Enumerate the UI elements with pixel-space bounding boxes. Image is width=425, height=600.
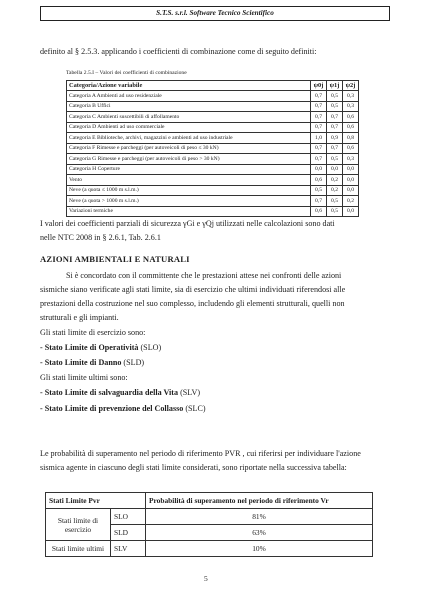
table-row <box>46 509 373 525</box>
coef-value-cell: 0,3 <box>343 91 359 102</box>
coef-value-cell: 0,7 <box>311 196 327 207</box>
coef-category-cell: Categoria H Coperture <box>67 164 311 175</box>
limit-header-states: Stati Limite Pvr <box>46 493 146 509</box>
state-slo-name: - Stato Limite di Operatività <box>40 343 139 352</box>
state-sld-name: - Stato Limite di Danno <box>40 358 122 367</box>
coef-value-cell: 0,7 <box>311 122 327 133</box>
coef-value-cell: 0,3 <box>343 101 359 112</box>
coef-category-cell: Vento <box>67 175 311 186</box>
coef-value-cell: 0,7 <box>311 91 327 102</box>
section-para-line-2: sismiche siano verificate agli stati limite, sia di esercizio che ultimi individuati riferendosi alle <box>40 285 346 294</box>
state-sld <box>40 357 144 368</box>
coef-category-cell: Categoria G Rimesse e parcheggi (per autoveicoli di peso > 30 kN) <box>67 154 311 165</box>
partial-coefficients-line-2: nelle NTC 2008 in § 2.6.1, Tab. 2.6.1 <box>40 233 161 242</box>
page-header: S.T.S. s.r.l. Software Tecnico Scientifico <box>40 6 390 21</box>
coefficients-table <box>66 80 359 217</box>
limit-group-ultimi: Stati limite ultimi <box>46 541 111 557</box>
coef-header-category: Categoria/Azione variabile <box>67 81 311 91</box>
coef-value-cell: 0,5 <box>327 91 343 102</box>
coef-value-cell: 0,9 <box>327 133 343 144</box>
coef-category-cell: Neve (a quota ≤ 1000 m s.l.m.) <box>67 185 311 196</box>
limit-value-slv: 10% <box>146 541 373 557</box>
limit-states-table <box>45 492 373 557</box>
coef-category-cell: Categoria E Biblioteche, archivi, magazzini e ambienti ad uso industriale <box>67 133 311 144</box>
table-row <box>67 143 359 154</box>
partial-coefficients-line-1: I valori dei coefficienti parziali di sicurezza γGi e γQj utilizzati nelle calcolazioni sono dati <box>40 219 335 228</box>
coef-value-cell: 0,7 <box>327 143 343 154</box>
table-row <box>67 185 359 196</box>
table-row <box>67 101 359 112</box>
coef-value-cell: 0,6 <box>311 175 327 186</box>
coef-category-cell: Categoria F Rimesse e parcheggi (per autoveicoli di peso ≤ 30 kN) <box>67 143 311 154</box>
coef-value-cell: 0,7 <box>327 122 343 133</box>
coef-value-cell: 1,0 <box>311 133 327 144</box>
limit-table-header-row <box>46 493 373 509</box>
coef-value-cell: 0,2 <box>327 175 343 186</box>
ultimi-label: Gli stati limite ultimi sono: <box>40 373 128 382</box>
table-row <box>67 154 359 165</box>
section-para-line-3: prestazioni della costruzione nel suo complesso, includendo gli elementi strutturali, quelli non <box>40 299 345 308</box>
probability-text-line-1: Le probabilità di superamento nel periodo di riferimento PVR , cui riferirsi per individuare l'azione <box>40 449 361 458</box>
coef-value-cell: 0,7 <box>311 154 327 165</box>
table-row <box>67 133 359 144</box>
coef-table-caption: Tabella 2.5.I – Valori dei coefficienti di combinazione <box>66 70 187 76</box>
coef-value-cell: 0,6 <box>343 143 359 154</box>
limit-code-slv: SLV <box>111 541 146 557</box>
coef-value-cell: 0,0 <box>327 164 343 175</box>
state-slv-name: - Stato Limite di salvaguardia della Vita <box>40 388 179 397</box>
esercizio-label: Gli stati limite di esercizio sono: <box>40 328 146 337</box>
coef-value-cell: 0,2 <box>343 196 359 207</box>
state-slv <box>40 387 200 398</box>
limit-group-esercizio <box>46 509 111 541</box>
limit-group-esercizio-line-1: Stati limite di <box>57 515 99 525</box>
table-row <box>67 91 359 102</box>
state-slv-abbr: (SLV) <box>178 388 201 397</box>
coef-header-psi0: ψ0j <box>311 81 327 91</box>
state-sld-abbr: (SLD) <box>121 358 145 367</box>
coef-value-cell: 0,5 <box>327 154 343 165</box>
coef-value-cell: 0,6 <box>343 122 359 133</box>
coef-value-cell: 0,6 <box>311 206 327 217</box>
section-para-line-4: strutturali e gli impianti. <box>40 313 119 322</box>
coef-value-cell: 0,7 <box>311 143 327 154</box>
intro-text: definito al § 2.5.3. applicando i coefficienti di combinazione come di seguito definiti: <box>40 47 317 56</box>
table-row <box>67 206 359 217</box>
coef-value-cell: 0,8 <box>343 133 359 144</box>
state-slc-name: - Stato Limite di prevenzione del Collasso <box>40 404 184 413</box>
limit-header-probability: Probabilità di superamento nel periodo di riferimento Vr <box>146 493 373 509</box>
coef-value-cell: 0,0 <box>343 164 359 175</box>
coef-value-cell: 0,5 <box>327 206 343 217</box>
coef-category-cell: Neve (a quota > 1000 m s.l.m.) <box>67 196 311 207</box>
state-slc-abbr: (SLC) <box>183 404 206 413</box>
state-slo <box>40 342 161 353</box>
table-row <box>67 122 359 133</box>
limit-code-slo: SLO <box>111 509 146 525</box>
coef-value-cell: 0,0 <box>343 175 359 186</box>
table-row <box>46 541 373 557</box>
state-slo-abbr: (SLO) <box>138 343 162 352</box>
coef-table-body <box>67 91 359 217</box>
coef-value-cell: 0,6 <box>343 112 359 123</box>
coef-value-cell: 0,5 <box>311 185 327 196</box>
coef-header-psi2: ψ2j <box>343 81 359 91</box>
limit-value-sld: 63% <box>146 525 373 541</box>
table-row <box>67 164 359 175</box>
section-para-line-1: Si è concordato con il committente che le prestazioni attese nei confronti delle azioni <box>66 271 342 280</box>
coef-header-psi1: ψ1j <box>327 81 343 91</box>
limit-group-esercizio-line-2: esercizio <box>64 524 92 534</box>
coef-category-cell: Categoria C Ambienti suscettibili di affollamento <box>67 112 311 123</box>
section-title: AZIONI AMBIENTALI E NATURALI <box>40 254 190 264</box>
table-row <box>67 112 359 123</box>
coef-category-cell: Variazioni termiche <box>67 206 311 217</box>
page-number: 5 <box>204 574 208 583</box>
coef-value-cell: 0,5 <box>327 196 343 207</box>
coef-category-cell: Categoria A Ambienti ad uso residenziale <box>67 91 311 102</box>
coef-value-cell: 0,0 <box>343 185 359 196</box>
coef-value-cell: 0,0 <box>343 206 359 217</box>
limit-code-sld: SLD <box>111 525 146 541</box>
coef-value-cell: 0,7 <box>311 101 327 112</box>
coef-value-cell: 0,5 <box>327 101 343 112</box>
state-slc <box>40 403 206 414</box>
coef-value-cell: 0,0 <box>311 164 327 175</box>
coef-value-cell: 0,7 <box>311 112 327 123</box>
table-row <box>67 175 359 186</box>
limit-value-slo: 81% <box>146 509 373 525</box>
coef-value-cell: 0,7 <box>327 112 343 123</box>
table-row <box>67 196 359 207</box>
coef-value-cell: 0,2 <box>327 185 343 196</box>
coef-table-header-row <box>67 81 359 91</box>
coef-value-cell: 0,3 <box>343 154 359 165</box>
coef-category-cell: Categoria D Ambienti ad uso commerciale <box>67 122 311 133</box>
coef-category-cell: Categoria B Uffici <box>67 101 311 112</box>
probability-text-line-2: sismica agente in ciascuno degli stati limite considerati, sono riportate nella successiva tabella: <box>40 463 347 472</box>
